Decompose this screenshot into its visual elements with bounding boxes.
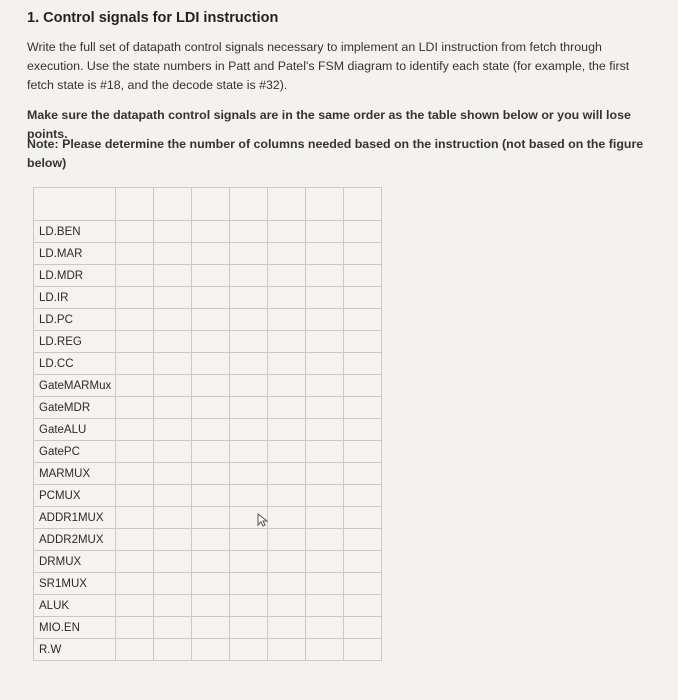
signal-label: LD.MDR xyxy=(34,265,116,287)
signal-value-cell[interactable] xyxy=(306,287,344,309)
signal-value-cell[interactable] xyxy=(344,419,382,441)
signal-value-cell[interactable] xyxy=(344,309,382,331)
signal-value-cell[interactable] xyxy=(116,617,154,639)
signal-row xyxy=(34,287,382,309)
signal-label: ADDR2MUX xyxy=(34,529,116,551)
signal-value-cell[interactable] xyxy=(116,463,154,485)
state-header-cell[interactable] xyxy=(268,188,306,221)
signal-value-cell[interactable] xyxy=(268,309,306,331)
signal-value-cell[interactable] xyxy=(192,441,230,463)
state-header-cell[interactable] xyxy=(344,188,382,221)
signal-value-cell[interactable] xyxy=(154,419,192,441)
signal-value-cell[interactable] xyxy=(268,265,306,287)
state-header-cell[interactable] xyxy=(116,188,154,221)
signal-value-cell[interactable] xyxy=(192,573,230,595)
signal-value-cell[interactable] xyxy=(230,595,268,617)
signal-row xyxy=(34,265,382,287)
signal-value-cell[interactable] xyxy=(192,353,230,375)
signal-value-cell[interactable] xyxy=(306,529,344,551)
signal-row xyxy=(34,485,382,507)
signal-value-cell[interactable] xyxy=(344,243,382,265)
signal-value-cell[interactable] xyxy=(116,529,154,551)
signal-value-cell[interactable] xyxy=(154,617,192,639)
signal-row xyxy=(34,331,382,353)
signal-label: R.W xyxy=(34,639,116,661)
signal-row xyxy=(34,309,382,331)
signal-value-cell[interactable] xyxy=(306,507,344,529)
signal-value-cell[interactable] xyxy=(116,639,154,661)
signal-label: LD.IR xyxy=(34,287,116,309)
signal-value-cell[interactable] xyxy=(268,485,306,507)
signal-value-cell[interactable] xyxy=(230,397,268,419)
signal-row xyxy=(34,507,382,529)
signal-value-cell[interactable] xyxy=(230,573,268,595)
signal-value-cell[interactable] xyxy=(230,375,268,397)
signal-value-cell[interactable] xyxy=(230,221,268,243)
signal-value-cell[interactable] xyxy=(116,265,154,287)
signal-value-cell[interactable] xyxy=(306,331,344,353)
signal-row xyxy=(34,375,382,397)
signal-value-cell[interactable] xyxy=(192,287,230,309)
signal-value-cell[interactable] xyxy=(306,573,344,595)
signal-value-cell[interactable] xyxy=(344,507,382,529)
signal-value-cell[interactable] xyxy=(268,551,306,573)
signal-value-cell[interactable] xyxy=(192,639,230,661)
signal-value-cell[interactable] xyxy=(230,463,268,485)
signal-value-cell[interactable] xyxy=(154,309,192,331)
signal-value-cell[interactable] xyxy=(192,243,230,265)
signal-label: MARMUX xyxy=(34,463,116,485)
state-header-cell[interactable] xyxy=(154,188,192,221)
signal-row xyxy=(34,419,382,441)
signal-value-cell[interactable] xyxy=(192,221,230,243)
signal-value-cell[interactable] xyxy=(344,441,382,463)
signal-value-cell[interactable] xyxy=(192,507,230,529)
signal-value-cell[interactable] xyxy=(268,595,306,617)
signal-value-cell[interactable] xyxy=(344,529,382,551)
signal-row xyxy=(34,595,382,617)
instructions-paragraph: Write the full set of datapath control signals necessary to implement an LDI instruction from fetch through execution. Use the state numbers in Patt and Patel's FSM diagram to identify each state (for example, the first fetch state is #18, and the decode state is #32). xyxy=(27,40,630,92)
signal-value-cell[interactable] xyxy=(154,397,192,419)
signal-value-cell[interactable] xyxy=(116,243,154,265)
signal-value-cell[interactable] xyxy=(192,529,230,551)
signal-value-cell[interactable] xyxy=(344,573,382,595)
signal-value-cell[interactable] xyxy=(230,617,268,639)
signal-value-cell[interactable] xyxy=(268,507,306,529)
signal-row xyxy=(34,441,382,463)
signal-value-cell[interactable] xyxy=(306,397,344,419)
signal-value-cell[interactable] xyxy=(192,309,230,331)
signal-value-cell[interactable] xyxy=(268,441,306,463)
signal-value-cell[interactable] xyxy=(230,353,268,375)
signal-value-cell[interactable] xyxy=(344,375,382,397)
signal-value-cell[interactable] xyxy=(306,639,344,661)
signal-value-cell[interactable] xyxy=(116,507,154,529)
signal-value-cell[interactable] xyxy=(268,221,306,243)
signal-value-cell[interactable] xyxy=(154,485,192,507)
signal-value-cell[interactable] xyxy=(192,617,230,639)
signal-value-cell[interactable] xyxy=(192,375,230,397)
signal-value-cell[interactable] xyxy=(154,463,192,485)
signal-value-cell[interactable] xyxy=(268,419,306,441)
signal-value-cell[interactable] xyxy=(230,287,268,309)
state-header-row xyxy=(34,188,382,221)
signal-value-cell[interactable] xyxy=(230,331,268,353)
signal-value-cell[interactable] xyxy=(268,287,306,309)
signal-label: GateMARMux xyxy=(34,375,116,397)
signal-label: DRMUX xyxy=(34,551,116,573)
signal-row xyxy=(34,353,382,375)
signal-value-cell[interactable] xyxy=(192,551,230,573)
signal-value-cell[interactable] xyxy=(154,551,192,573)
signal-row xyxy=(34,463,382,485)
signal-value-cell[interactable] xyxy=(116,441,154,463)
signal-value-cell[interactable] xyxy=(344,595,382,617)
signal-value-cell[interactable] xyxy=(154,331,192,353)
signal-label: ALUK xyxy=(34,595,116,617)
signal-row xyxy=(34,221,382,243)
control-signal-table xyxy=(33,187,382,661)
signal-label: GatePC xyxy=(34,441,116,463)
signal-value-cell[interactable] xyxy=(192,331,230,353)
signal-value-cell[interactable] xyxy=(154,441,192,463)
signal-row xyxy=(34,397,382,419)
signal-value-cell[interactable] xyxy=(306,463,344,485)
signal-value-cell[interactable] xyxy=(154,353,192,375)
signal-label: LD.PC xyxy=(34,309,116,331)
signal-label: GateMDR xyxy=(34,397,116,419)
signal-value-cell[interactable] xyxy=(116,595,154,617)
signal-value-cell[interactable] xyxy=(344,353,382,375)
signal-row xyxy=(34,573,382,595)
signal-value-cell[interactable] xyxy=(268,529,306,551)
signal-value-cell[interactable] xyxy=(116,331,154,353)
signal-value-cell[interactable] xyxy=(154,573,192,595)
signal-value-cell[interactable] xyxy=(116,551,154,573)
signal-value-cell[interactable] xyxy=(230,265,268,287)
signal-value-cell[interactable] xyxy=(230,529,268,551)
signal-value-cell[interactable] xyxy=(116,287,154,309)
signal-value-cell[interactable] xyxy=(116,397,154,419)
signal-value-cell[interactable] xyxy=(344,331,382,353)
signal-value-cell[interactable] xyxy=(192,463,230,485)
signal-value-cell[interactable] xyxy=(116,573,154,595)
mouse-cursor-icon xyxy=(256,513,270,527)
signal-value-cell[interactable] xyxy=(192,419,230,441)
signal-value-cell[interactable] xyxy=(116,221,154,243)
signal-label: LD.MAR xyxy=(34,243,116,265)
signal-value-cell[interactable] xyxy=(268,353,306,375)
signal-row xyxy=(34,243,382,265)
signal-value-cell[interactable] xyxy=(192,397,230,419)
signal-value-cell[interactable] xyxy=(344,265,382,287)
signal-value-cell[interactable] xyxy=(344,639,382,661)
signal-value-cell[interactable] xyxy=(154,221,192,243)
signal-row xyxy=(34,639,382,661)
question-title: 1. Control signals for LDI instruction xyxy=(27,10,279,26)
signal-value-cell[interactable] xyxy=(268,331,306,353)
signal-value-cell[interactable] xyxy=(230,243,268,265)
column-note: Note: Please determine the number of columns needed based on the instruction (not based on the figure below) xyxy=(27,137,644,170)
signal-value-cell[interactable] xyxy=(154,529,192,551)
signal-value-cell[interactable] xyxy=(344,551,382,573)
signal-row xyxy=(34,617,382,639)
signal-value-cell[interactable] xyxy=(192,595,230,617)
state-header-cell[interactable] xyxy=(192,188,230,221)
signal-value-cell[interactable] xyxy=(306,551,344,573)
signal-label: GateALU xyxy=(34,419,116,441)
signal-value-cell[interactable] xyxy=(306,441,344,463)
signal-value-cell[interactable] xyxy=(268,463,306,485)
signal-value-cell[interactable] xyxy=(154,595,192,617)
signal-value-cell[interactable] xyxy=(306,221,344,243)
signal-value-cell[interactable] xyxy=(192,485,230,507)
signal-value-cell[interactable] xyxy=(306,595,344,617)
header-corner-cell xyxy=(34,188,116,221)
signal-value-cell[interactable] xyxy=(306,485,344,507)
signal-row xyxy=(34,551,382,573)
state-header-cell[interactable] xyxy=(306,188,344,221)
signal-value-cell[interactable] xyxy=(344,397,382,419)
signal-value-cell[interactable] xyxy=(306,309,344,331)
signal-value-cell[interactable] xyxy=(268,573,306,595)
signal-value-cell[interactable] xyxy=(116,353,154,375)
ordering-warning: Make sure the datapath control signals are in the same order as the table shown below or you will lose points. xyxy=(27,108,631,141)
signal-value-cell[interactable] xyxy=(268,639,306,661)
signal-value-cell[interactable] xyxy=(306,617,344,639)
signal-label: ADDR1MUX xyxy=(34,507,116,529)
signal-value-cell[interactable] xyxy=(230,441,268,463)
signal-value-cell[interactable] xyxy=(344,463,382,485)
signal-value-cell[interactable] xyxy=(306,375,344,397)
signal-label: LD.BEN xyxy=(34,221,116,243)
signal-value-cell[interactable] xyxy=(154,243,192,265)
signal-value-cell[interactable] xyxy=(154,287,192,309)
signal-value-cell[interactable] xyxy=(344,287,382,309)
signal-value-cell[interactable] xyxy=(154,265,192,287)
signal-label: LD.REG xyxy=(34,331,116,353)
signal-value-cell[interactable] xyxy=(192,265,230,287)
signal-value-cell[interactable] xyxy=(268,617,306,639)
signal-value-cell[interactable] xyxy=(154,375,192,397)
signal-value-cell[interactable] xyxy=(306,353,344,375)
signal-label: PCMUX xyxy=(34,485,116,507)
signal-row xyxy=(34,529,382,551)
signal-value-cell[interactable] xyxy=(344,485,382,507)
signal-label: LD.CC xyxy=(34,353,116,375)
signal-value-cell[interactable] xyxy=(154,639,192,661)
signal-value-cell[interactable] xyxy=(116,485,154,507)
signal-value-cell[interactable] xyxy=(268,375,306,397)
signal-value-cell[interactable] xyxy=(230,639,268,661)
state-header-cell[interactable] xyxy=(230,188,268,221)
signal-value-cell[interactable] xyxy=(230,309,268,331)
signal-value-cell[interactable] xyxy=(116,309,154,331)
signal-value-cell[interactable] xyxy=(344,617,382,639)
signal-value-cell[interactable] xyxy=(268,397,306,419)
signal-label: MIO.EN xyxy=(34,617,116,639)
signal-value-cell[interactable] xyxy=(268,243,306,265)
signal-value-cell[interactable] xyxy=(154,507,192,529)
signal-value-cell[interactable] xyxy=(306,243,344,265)
signal-value-cell[interactable] xyxy=(344,221,382,243)
signal-label: SR1MUX xyxy=(34,573,116,595)
signal-value-cell[interactable] xyxy=(230,551,268,573)
signal-value-cell[interactable] xyxy=(116,375,154,397)
signal-value-cell[interactable] xyxy=(230,419,268,441)
signal-value-cell[interactable] xyxy=(306,419,344,441)
signal-value-cell[interactable] xyxy=(306,265,344,287)
signal-value-cell[interactable] xyxy=(116,419,154,441)
signal-value-cell[interactable] xyxy=(230,485,268,507)
